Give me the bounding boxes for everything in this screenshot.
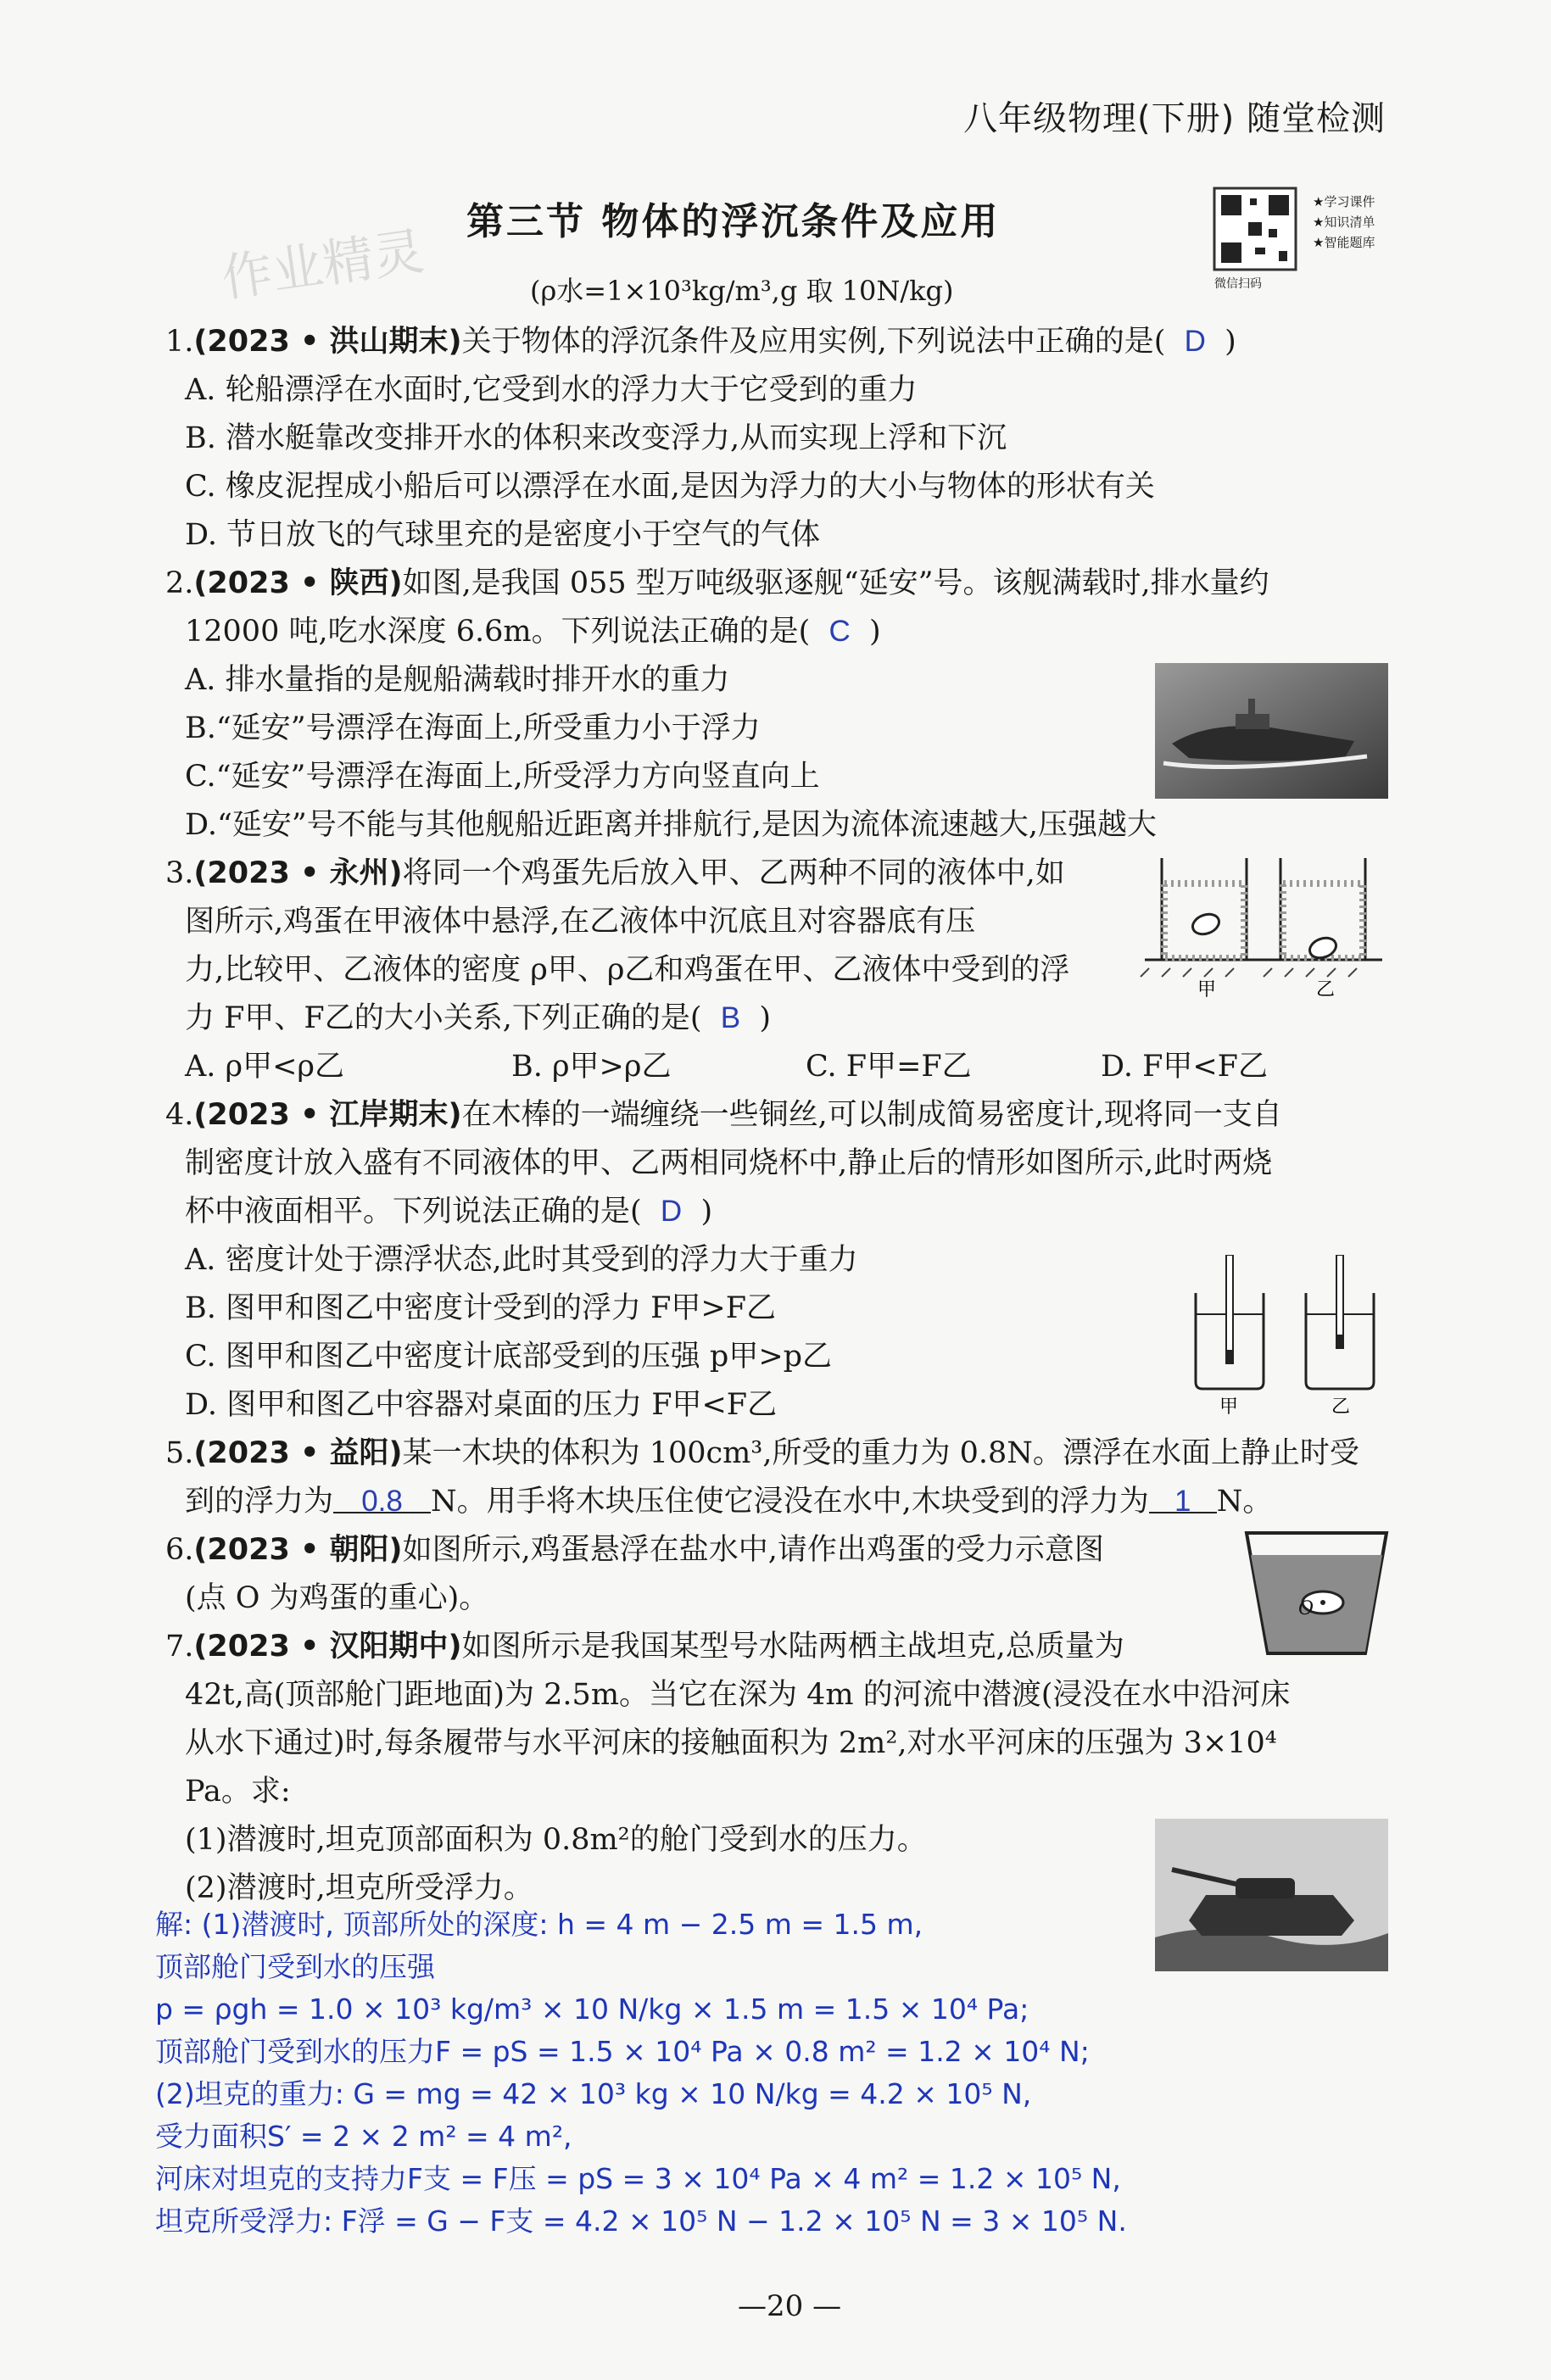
q1-option-a: A. 轮船漂浮在水面时,它受到水的浮力大于它受到的重力 (185, 373, 918, 407)
q7-part-1: (1)潜渡时,坦克顶部面积为 0.8m²的舱门受到水的压力。 (185, 1823, 927, 1857)
q2-stem: 2.(2023 • 陕西)如图,是我国 055 型万吨级驱逐舰“延安”号。该舰满载时,排水量约 (165, 566, 1269, 600)
qr-feature-2: ★知识清单 (1313, 215, 1375, 230)
q2-option-a: A. 排水量指的是舰船满载时排开水的重力 (185, 663, 730, 697)
section-title: 第三节 物体的浮沉条件及应用 (466, 200, 1001, 243)
q3-option-d: D. F甲<F乙 (1101, 1050, 1268, 1084)
q7-stem-line2: 42t,高(顶部舱门距地面)为 2.5m。当它在深为 4m 的河流中潜渡(浸没在水中沿河床 (185, 1678, 1291, 1712)
q2-option-b: B.“延安”号漂浮在海面上,所受重力小于浮力 (185, 711, 761, 745)
solution-line-8: 坦克所受浮力: F浮 = G − F支 = 4.2 × 10⁵ N − 1.2 × 10⁵ N = 3 × 10⁵ N. (155, 2204, 1127, 2238)
salt-water-egg-figure (1242, 1526, 1391, 1662)
q4-option-d: D. 图甲和图乙中容器对桌面的压力 F甲<F乙 (185, 1388, 778, 1422)
q3-stem-line4: 力 F甲、F乙的大小关系,下列正确的是( B ) (185, 1001, 772, 1035)
destroyer-photo (1155, 663, 1388, 799)
page-header: 八年级物理(下册) 随堂检测 (963, 99, 1386, 138)
page-number: —20 — (738, 2289, 842, 2323)
q4-answer: D (660, 1195, 683, 1228)
tank-photo (1155, 1819, 1388, 1971)
hydrometer-figure (1179, 1255, 1399, 1416)
egg-beakers-figure (1136, 850, 1395, 998)
q3-stem-line3: 力,比较甲、乙液体的密度 ρ甲、ρ乙和鸡蛋在甲、乙液体中受到的浮 (185, 953, 1070, 987)
fig4-label-b: 乙 (1331, 1396, 1351, 1416)
watermark: 作业精灵 (217, 221, 428, 309)
solution-line-2: 顶部舱门受到水的压强 (155, 1950, 435, 1983)
q3-stem: 3.(2023 • 永州)将同一个鸡蛋先后放入甲、乙两种不同的液体中,如 (165, 856, 1065, 890)
q2-option-c: C.“延安”号漂浮在海面上,所受浮力方向竖直向上 (185, 760, 820, 794)
solution-line-3: p = ρgh = 1.0 × 10³ kg/m³ × 10 N/kg × 1.5 m = 1.5 × 10⁴ Pa; (155, 1993, 1029, 2026)
q3-answer: B (720, 1001, 741, 1034)
q7-stem-line4: Pa。求: (185, 1775, 291, 1809)
q1-option-c: C. 橡皮泥捏成小船后可以漂浮在水面,是因为浮力的大小与物体的形状有关 (185, 470, 1155, 504)
qr-code-icon[interactable] (1213, 187, 1306, 271)
constants-note: (ρ水=1×10³kg/m³,g 取 10N/kg) (530, 275, 954, 307)
q5-answer-2: 1 (1149, 1478, 1217, 1513)
fig3-label-b: 乙 (1316, 979, 1336, 998)
solution-line-5: (2)坦克的重力: G = mg = 42 × 10³ kg × 10 N/kg = 4.2 × 10⁵ N, (155, 2077, 1032, 2110)
q1-option-b: B. 潜水艇靠改变排开水的体积来改变浮力,从而实现上浮和下沉 (185, 421, 1007, 455)
q1-option-d: D. 节日放飞的气球里充的是密度小于空气的气体 (185, 518, 821, 552)
fig3-label-a: 甲 (1197, 979, 1217, 998)
qr-block[interactable] (1213, 187, 1433, 291)
qr-feature-3: ★智能题库 (1313, 235, 1375, 250)
q4-option-c: C. 图甲和图乙中密度计底部受到的压强 p甲>p乙 (185, 1340, 833, 1374)
qr-scan-label: 微信扫码 (1214, 277, 1262, 291)
qr-feature-1: ★学习课件 (1313, 194, 1375, 209)
q2-option-d: D.“延安”号不能与其他舰船近距离并排航行,是因为流体流速越大,压强越大 (185, 808, 1157, 842)
fig6-point-o: O (1298, 1598, 1314, 1619)
q1-stem: 1.(2023 • 洪山期末)关于物体的浮沉条件及应用实例,下列说法中正确的是( D ) (165, 325, 1236, 359)
q6-stem: 6.(2023 • 朝阳)如图所示,鸡蛋悬浮在盐水中,请作出鸡蛋的受力示意图 (165, 1533, 1104, 1567)
fig4-label-a: 甲 (1219, 1396, 1239, 1416)
solution-line-1: 解: (1)潜渡时, 顶部所处的深度: h = 4 m − 2.5 m = 1.5 m, (155, 1908, 923, 1941)
q4-stem-line3: 杯中液面相平。下列说法正确的是( D ) (185, 1195, 713, 1229)
q6-stem-line2: (点 O 为鸡蛋的重心)。 (185, 1581, 489, 1615)
q7-stem: 7.(2023 • 汉阳期中)如图所示是我国某型号水陆两栖主战坦克,总质量为 (165, 1630, 1124, 1664)
q4-stem-line2: 制密度计放入盛有不同液体的甲、乙两相同烧杯中,静止后的情形如图所示,此时两烧 (185, 1146, 1273, 1180)
q1-answer: D (1184, 325, 1206, 358)
q7-part-2: (2)潜渡时,坦克所受浮力。 (185, 1871, 533, 1905)
q2-answer: C (829, 615, 851, 648)
q3-option-b: B. ρ甲>ρ乙 (511, 1050, 672, 1084)
q5-answer-1: 0.8 (333, 1478, 431, 1513)
q5-stem-line2: 到的浮力为 0.8 N。用手将木块压住使它浸没在水中,木块受到的浮力为 1 N。 (185, 1478, 1272, 1525)
q3-option-a: A. ρ甲<ρ乙 (185, 1050, 345, 1084)
q4-stem: 4.(2023 • 江岸期末)在木棒的一端缠绕一些铜丝,可以制成简易密度计,现将同一支自 (165, 1098, 1282, 1132)
solution-line-4: 顶部舱门受到水的压力F = pS = 1.5 × 10⁴ Pa × 0.8 m² = 1.2 × 10⁴ N; (155, 2035, 1090, 2068)
q7-stem-line3: 从水下通过)时,每条履带与水平河床的接触面积为 2m²,对水平河床的压强为 3×10⁴ (185, 1726, 1277, 1760)
q4-option-a: A. 密度计处于漂浮状态,此时其受到的浮力大于重力 (185, 1243, 858, 1277)
q4-option-b: B. 图甲和图乙中密度计受到的浮力 F甲>F乙 (185, 1291, 776, 1325)
solution-line-7: 河床对坦克的支持力F支 = F压 = pS = 3 × 10⁴ Pa × 4 m² = 1.2 × 10⁵ N, (155, 2162, 1121, 2195)
solution-line-6: 受力面积S′ = 2 × 2 m² = 4 m², (155, 2120, 572, 2153)
q3-stem-line2: 图所示,鸡蛋在甲液体中悬浮,在乙液体中沉底且对容器底有压 (185, 905, 976, 939)
q5-stem: 5.(2023 • 益阳)某一木块的体积为 100cm³,所受的重力为 0.8N。漂浮在水面上静止时受 (165, 1436, 1359, 1470)
q2-stem-line2: 12000 吨,吃水深度 6.6m。下列说法正确的是( C ) (185, 615, 881, 649)
q3-option-c: C. F甲=F乙 (806, 1050, 972, 1084)
